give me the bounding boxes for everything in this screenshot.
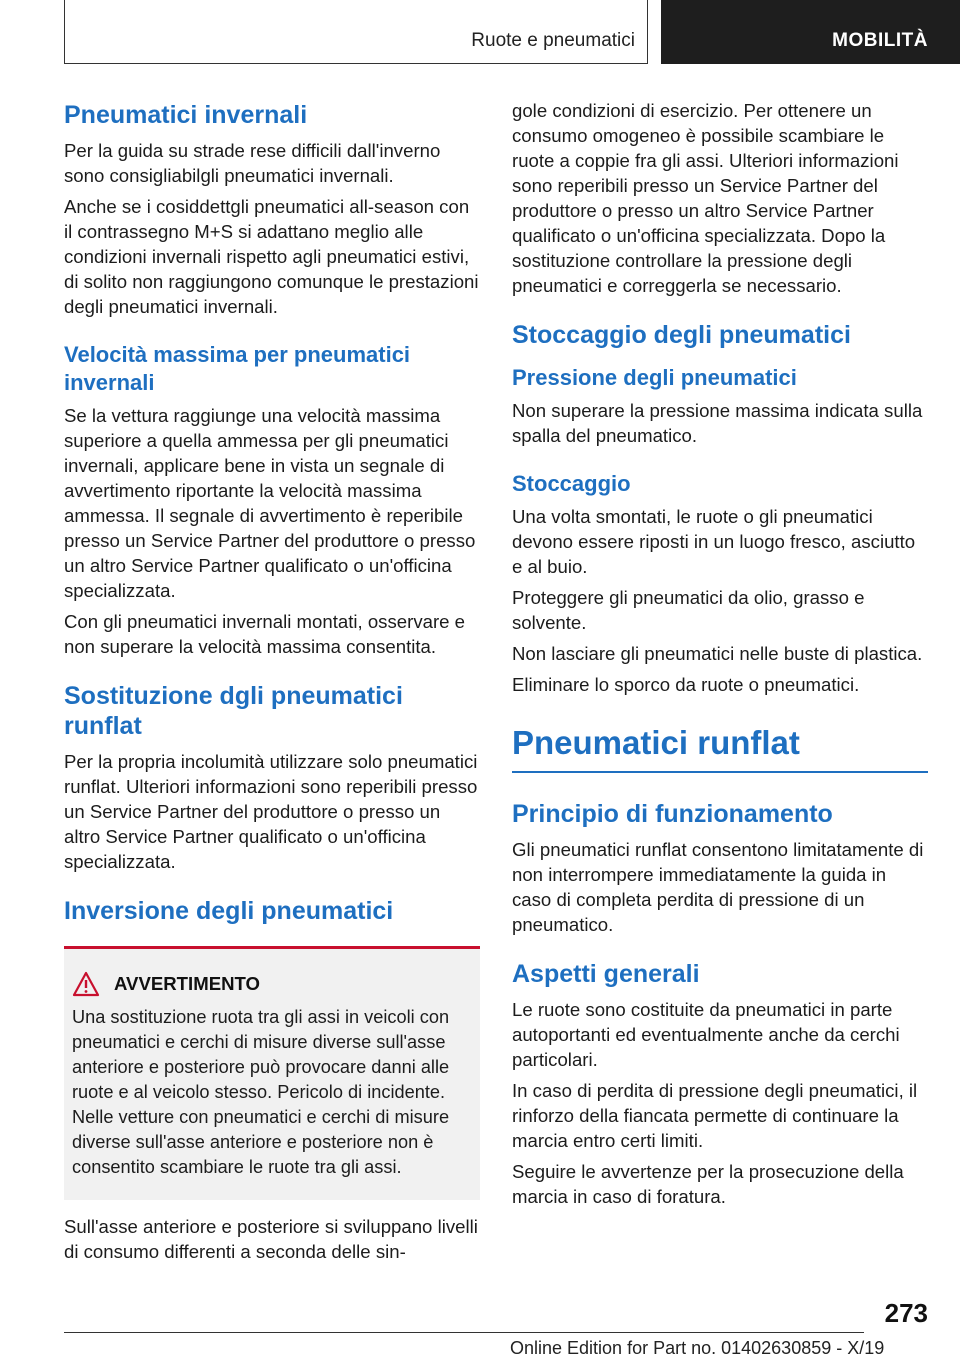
warning-box: [64, 946, 480, 1200]
paragraph: Le ruote sono costituite da pneumatici in parte autoportanti ed eventualmente anche da cerchi particolari.: [512, 998, 900, 1070]
header-section-title: Ruote e pneumatici: [471, 30, 635, 51]
paragraph: Per la propria incolumità utilizzare solo pneumatici runflat. Ulteriori informazioni sono reperibili presso un Service Partner del produttore o presso un altro Service Partner qualificato o un'officina specializzata.: [64, 751, 478, 872]
heading-underline: [512, 771, 928, 773]
paragraph: Seguire le avvertenze per la prosecuzione della marcia in caso di foratura.: [512, 1160, 904, 1207]
warning-header: [72, 971, 470, 997]
warning-title: AVVERTIMENTO: [114, 973, 261, 994]
heading-runflat-replacement: Sostituzione dgli pneumatici runflat: [64, 682, 403, 740]
paragraph: gole condizioni di esercizio. Per ottenere un consumo omogeneo è possibile scambiare le ruote a coppie fra gli assi. Ulteriori informazioni sono reperibili presso un Service Partner del produttore o presso un altro Service Partner qualificato o un'officina specializzata. Dopo la sostituzione controllare la pressione degli pneumatici e correggerla se necessario.: [512, 100, 899, 296]
paragraph: Con gli pneumatici invernali montati, osservare e non superare la velocità massima consentita.: [64, 611, 465, 657]
header-section-box: [64, 0, 648, 64]
heading-runflat-tires: Pneumatici runflat: [512, 724, 800, 761]
heading-general-aspects: Aspetti generali: [512, 959, 700, 988]
heading-storage: Stoccaggio: [512, 471, 631, 496]
right-column: [512, 98, 928, 1215]
paragraph: Non superare la pressione massima indicata sulla spalla del pneumatico.: [512, 400, 923, 446]
left-column: [64, 100, 480, 1270]
heading-winter-tires: Pneumatici invernali: [64, 101, 308, 129]
header-chapter-tab: [661, 0, 960, 64]
paragraph: Se la vettura raggiunge una velocità massima superiore a quella ammessa per gli pneumatici invernali, applicare bene in vista un segnale di avvertimento riportante la velocità massima ammessa. Il segnale di avvertimento è reperibile presso un Service Partner del produttore o presso un altro Service Partner qualificato o un'officina specializzata.: [64, 405, 476, 601]
warning-text: Una sostituzione ruota tra gli assi in veicoli con pneumatici e cerchi di misure diverse sull'asse anteriore e posteriore può provocare danni alle ruote e al veicolo stesso. Pericolo di incidente. Nelle vetture con pneumatici e cerchi di misure diverse sull'asse anteriore e posteriore non è consentito scambiare le ruote tra gli assi.: [72, 1007, 450, 1177]
heading-tire-pressure: Pressione degli pneumatici: [512, 365, 797, 390]
paragraph: Eliminare lo sporco da ruote o pneumatici.: [512, 674, 860, 695]
heading-max-speed: Velocità massima per pneumatici invernali: [64, 342, 411, 395]
heading-tire-storage: Stoccaggio degli pneumatici: [512, 321, 851, 349]
paragraph: Gli pneumatici runflat consentono limitatamente di non interrompere immediatamente la guida in caso di completa perdita di pressione di un pneumatico.: [512, 838, 924, 935]
page-number: 273: [884, 1298, 928, 1328]
paragraph: Non lasciare gli pneumatici nelle buste di plastica.: [512, 643, 923, 664]
warning-triangle-icon: [72, 971, 100, 997]
paragraph: Anche se i cosiddettgli pneumatici all-season con il contrassegno M+S si adattano meglio alle condizioni invernali rispetto agli pneumatici estivi, di solito non raggiungono comunque le prestazioni degli pneumatici invernali.: [64, 196, 479, 317]
footer-edition-text: Online Edition for Part no. 01402630859 - X/19: [510, 1338, 885, 1358]
paragraph: Sull'asse anteriore e posteriore si sviluppano livelli di consumo differenti a seconda delle sin-: [64, 1216, 478, 1262]
heading-tire-swap: Inversione degli pneumatici: [64, 897, 394, 925]
paragraph: Per la guida su strade rese difficili dall'inverno sono consigliabilgli pneumatici invernali.: [64, 140, 441, 186]
paragraph: Proteggere gli pneumatici da olio, grasso e solvente.: [512, 587, 865, 633]
paragraph: In caso di perdita di pressione degli pneumatici, il rinforzo della fiancata permette di continuare la marcia entro certi limiti.: [512, 1079, 918, 1151]
heading-operating-principle: Principio di funzionamento: [512, 799, 833, 828]
header-chapter-title: MOBILITÀ: [832, 30, 928, 51]
footer-divider: [64, 1332, 864, 1333]
paragraph: Una volta smontati, le ruote o gli pneumatici devono essere riposti in un luogo fresco, asciutto e al buio.: [512, 506, 916, 577]
